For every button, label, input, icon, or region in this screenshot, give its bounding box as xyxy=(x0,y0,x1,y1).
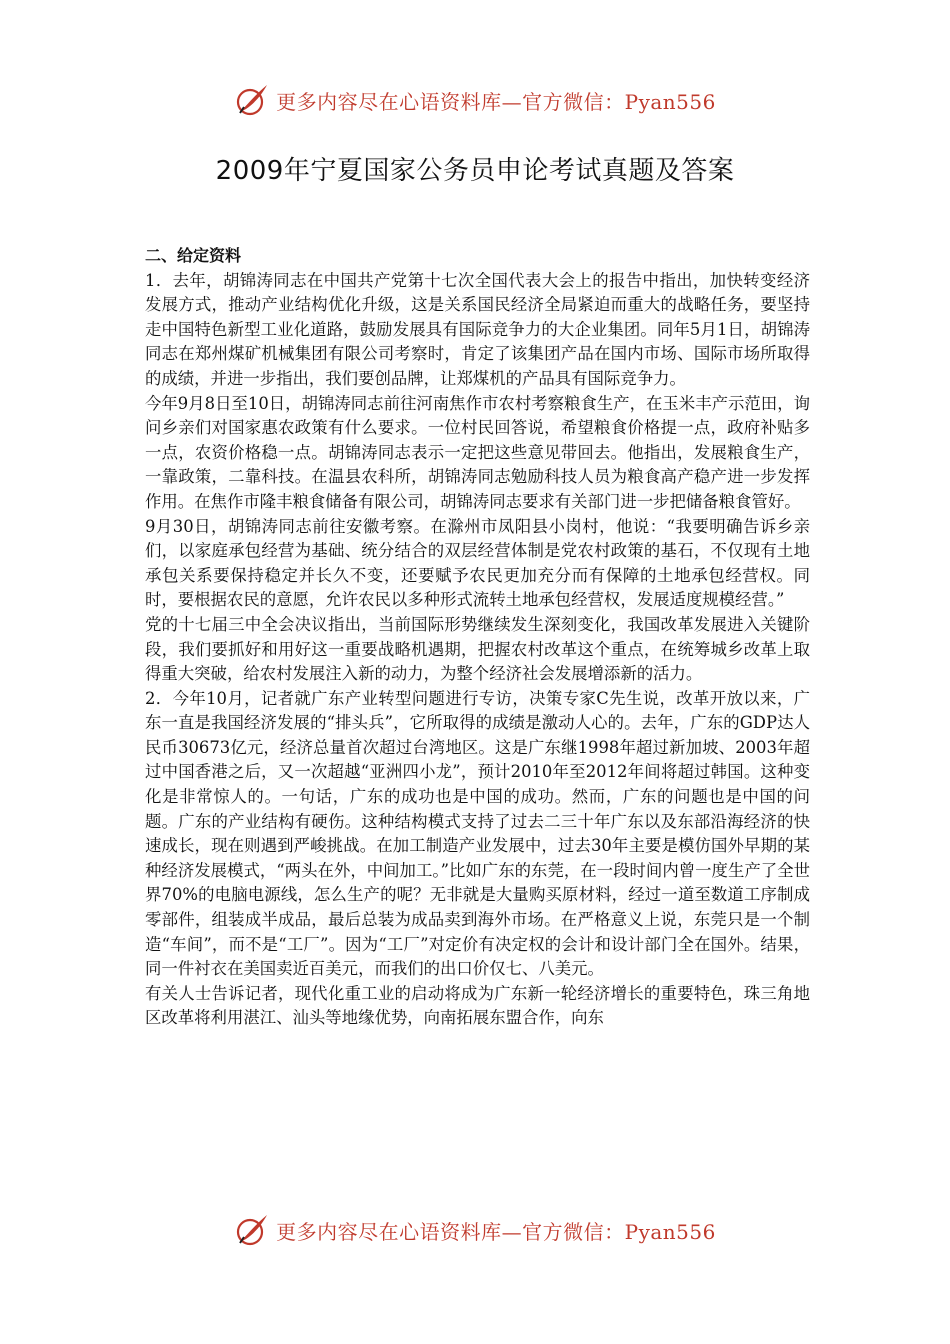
document-body xyxy=(145,244,810,1031)
quill-logo-icon xyxy=(234,82,270,118)
paragraph: 今年9月8日至10日，胡锦涛同志前往河南焦作市农村考察粮食生产，在玉米丰产示范田，询问乡亲们对国家惠农政策有什么要求。一位村民回答说，希望粮食价格提一点，政府补贴多一点，农资价格稳一点。胡锦涛同志表示一定把这些意见带回去。他指出，发展粮食生产，一靠政策，二靠科技。在温县农科所，胡锦涛同志勉励科技人员为粮食高产稳产进一步发挥作用。在焦作市隆丰粮食储备有限公司，胡锦涛同志要求有关部门进一步把储备粮食管好。 xyxy=(145,393,810,511)
banner-dash: — xyxy=(501,1219,523,1244)
section-heading: 二、给定资料 xyxy=(145,246,242,265)
footer-banner xyxy=(0,1208,950,1252)
banner-dash: — xyxy=(501,89,523,114)
paragraph: 有关人士告诉记者，现代化重工业的启动将成为广东新一轮经济增长的重要特色，珠三角地区改革将利用湛江、汕头等地缘优势，向南拓展东盟合作，向东 xyxy=(145,983,810,1028)
banner-wechat: 官方微信：Pyan556 xyxy=(522,89,716,114)
paragraph: 1．去年，胡锦涛同志在中国共产党第十七次全国代表大会上的报告中指出，加快转变经济发展方式，推动产业结构优化升级，这是关系国民经济全局紧迫而重大的战略任务，要坚持走中国特色新型工业化道路，鼓励发展具有国际竞争力的大企业集团。同年5月1日，胡锦涛同志在郑州煤矿机械集团有限公司考察时，肯定了该集团产品在国内市场、国际市场所取得的成绩，并进一步指出，我们要创品牌，让郑煤机的产品具有国际竞争力。 xyxy=(145,270,810,388)
paragraph: 9月30日，胡锦涛同志前往安徽考察。在滁州市凤阳县小岗村，他说：“我要明确告诉乡亲们，以家庭承包经营为基础、统分结合的双层经营体制是党农村政策的基石，不仅现有土地承包关系要保持稳定并长久不变，还要赋予农民更加充分而有保障的土地承包经营权。同时，要根据农民的意愿，允许农民以多种形式流转土地承包经营权，发展适度规模经营。” xyxy=(145,516,810,610)
banner-wechat: 官方微信：Pyan556 xyxy=(522,1219,716,1244)
paragraph: 党的十七届三中全会决议指出，当前国际形势继续发生深刻变化，我国改革发展进入关键阶段，我们要抓好和用好这一重要战略机遇期，把握农村改革这个重点，在统筹城乡改革上取得重大突破，给农村发展注入新的动力，为整个经济社会发展增添新的活力。 xyxy=(145,614,810,684)
banner-text xyxy=(276,86,716,115)
document-title: 2009年宁夏国家公务员申论考试真题及答案 xyxy=(215,156,735,186)
banner-slogan: 更多内容尽在心语资料库 xyxy=(276,89,502,114)
banner-slogan: 更多内容尽在心语资料库 xyxy=(276,1219,502,1244)
paragraph: 2．今年10月，记者就广东产业转型问题进行专访，决策专家C先生说，改革开放以来，广东一直是我国经济发展的“排头兵”，它所取得的成绩是激动人心的。去年，广东的GDP达人民币30673亿元，经济总量首次超过台湾地区。这是广东继1998年超过新加坡、2003年超过中国香港之后，又一次超越“亚洲四小龙”，预计2010年至2012年间将超过韩国。这种变化是非常惊人的。一句话，广东的成功也是中国的成功。然而，广东的问题也是中国的问题。广东的产业结构有硬伤。这种结构模式支持了过去二三十年广东以及东部沿海经济的快速成长，现在则遇到严峻挑战。在加工制造产业发展中，过去30年主要是模仿国外早期的某种经济发展模式，“两头在外，中间加工。”比如广东的东莞，在一段时间内曾一度生产了全世界70%的电脑电源线，怎么生产的呢？无非就是大量购买原材料，经过一道至数道工序制成零部件，组装成半成品，最后总装为成品卖到海外市场。在严格意义上说，东莞只是一个制造“车间”，而不是“工厂”。因为“工厂”对定价有决定权的会计和设计部门全在国外。结果，同一件衬衣在美国卖近百美元，而我们的出口价仅七、八美元。 xyxy=(145,688,810,979)
quill-logo-icon xyxy=(234,1212,270,1248)
banner-text xyxy=(276,1216,716,1245)
header-banner xyxy=(0,78,950,122)
